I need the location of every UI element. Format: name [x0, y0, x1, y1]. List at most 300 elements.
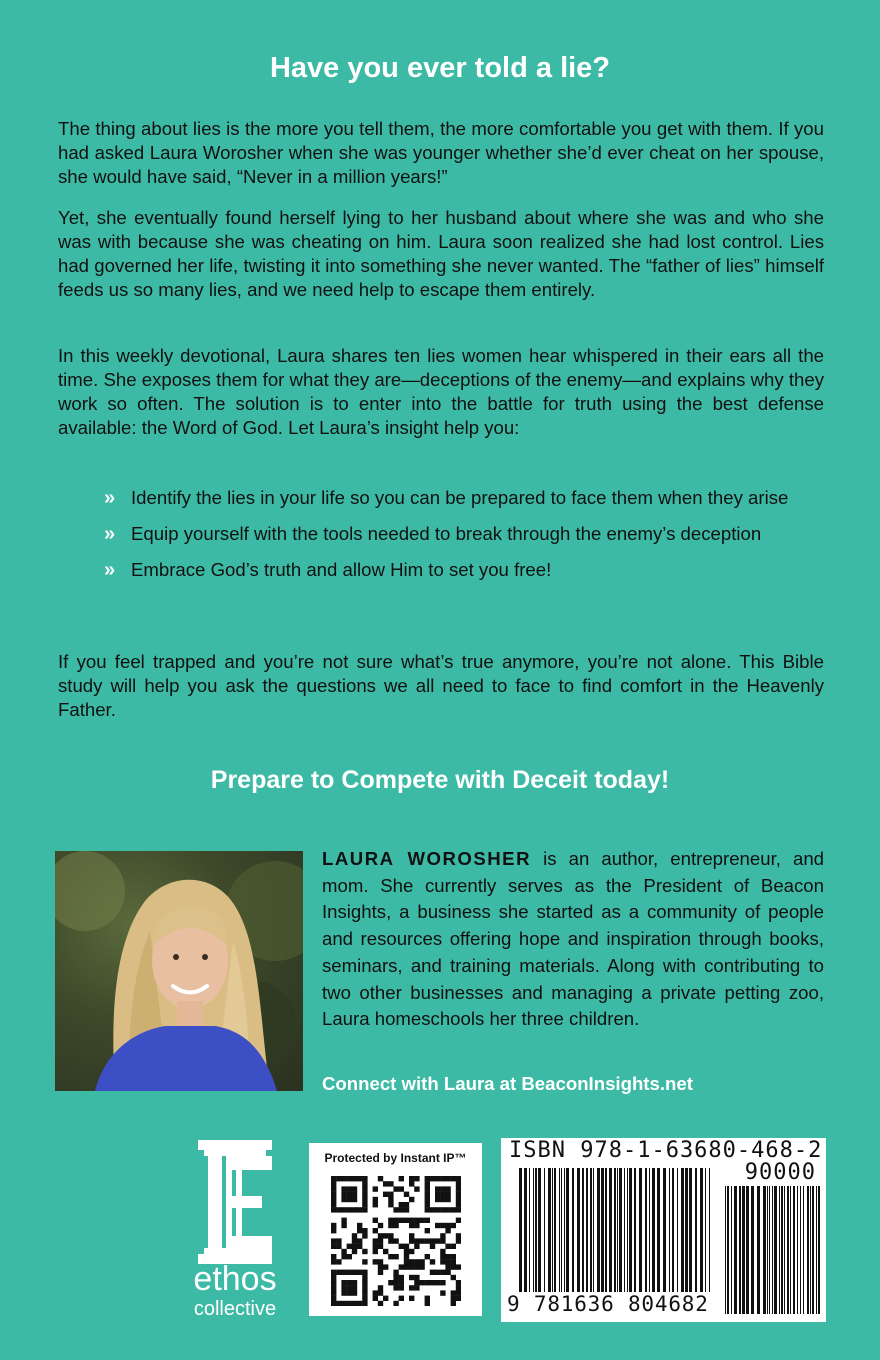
qr-module [393, 1270, 398, 1275]
qr-module [419, 1264, 424, 1269]
qr-module [331, 1176, 336, 1181]
qr-module [347, 1244, 352, 1249]
barcode-bar [561, 1168, 562, 1308]
qr-module [399, 1176, 404, 1181]
qr-module [331, 1280, 336, 1285]
qr-module [425, 1207, 430, 1212]
qr-module [331, 1207, 336, 1212]
qr-module [388, 1192, 393, 1197]
barcode-bar [519, 1168, 522, 1308]
barcode-bar [538, 1168, 541, 1308]
qr-module [388, 1181, 393, 1186]
barcode-bar [535, 1168, 537, 1308]
qr-module [331, 1192, 336, 1197]
barcode-bar [663, 1168, 666, 1308]
barcode-bar [816, 1186, 817, 1314]
qr-module [357, 1223, 362, 1228]
qr-module [430, 1280, 435, 1285]
qr-module [347, 1301, 352, 1306]
qr-module [451, 1264, 456, 1269]
qr-module [357, 1270, 362, 1275]
barcode-bar [634, 1168, 636, 1308]
qr-module [445, 1254, 450, 1259]
list-item [104, 522, 824, 546]
qr-module [399, 1202, 404, 1207]
qr-module [362, 1296, 367, 1301]
qr-module [435, 1223, 440, 1228]
qr-module [409, 1176, 414, 1181]
qr-module [445, 1259, 450, 1264]
qr-module [331, 1223, 336, 1228]
qr-module [378, 1244, 383, 1249]
qr-module [341, 1197, 346, 1202]
barcode-bar [731, 1186, 732, 1314]
barcode-bar [627, 1168, 628, 1308]
qr-module [388, 1233, 393, 1238]
publisher-name: ethos [193, 1260, 277, 1298]
qr-module [409, 1296, 414, 1301]
qr-module [331, 1202, 336, 1207]
barcode-bar [548, 1168, 551, 1308]
qr-module [430, 1207, 435, 1212]
barcode-bar [681, 1168, 684, 1308]
barcode-bar [577, 1168, 580, 1308]
qr-module [362, 1181, 367, 1186]
qr-module [440, 1233, 445, 1238]
closing-paragraph: If you feel trapped and you’re not sure what’s true anymore, you’re not alone. This Bible study will help you ask the questions we all need to face to find comfort in the Heavenly Father. [58, 651, 824, 720]
barcode-bar [739, 1186, 741, 1314]
qr-module [404, 1207, 409, 1212]
qr-module [362, 1275, 367, 1280]
qr-module [414, 1259, 419, 1264]
qr-module [414, 1264, 419, 1269]
qr-module [393, 1275, 398, 1280]
qr-module [362, 1192, 367, 1197]
barcode-bar [629, 1168, 632, 1308]
author-website: Connect with Laura at BeaconInsights.net [322, 1073, 693, 1094]
qr-module [341, 1192, 346, 1197]
publisher-subname: collective [193, 1298, 277, 1320]
qr-module [399, 1207, 404, 1212]
barcode-bar [793, 1186, 795, 1314]
barcode-bar [617, 1168, 618, 1308]
barcode-bar [746, 1186, 749, 1314]
barcode-bar [554, 1168, 556, 1308]
qr-module [414, 1285, 419, 1290]
price-code: 90000 [744, 1160, 816, 1185]
qr-module [451, 1290, 456, 1295]
qr-module [404, 1192, 409, 1197]
barcode-bar [769, 1186, 770, 1314]
qr-module [451, 1301, 456, 1306]
qr-module [409, 1218, 414, 1223]
qr-module [341, 1186, 346, 1191]
qr-module [430, 1259, 435, 1264]
qr-module [456, 1280, 461, 1285]
qr-module [378, 1264, 383, 1269]
qr-module [352, 1207, 357, 1212]
qr-module [362, 1207, 367, 1212]
qr-module [419, 1238, 424, 1243]
qr-module [373, 1244, 378, 1249]
qr-module [430, 1238, 435, 1243]
barcode-bar [709, 1168, 710, 1308]
qr-module [409, 1285, 414, 1290]
qr-module [393, 1186, 398, 1191]
qr-module [336, 1270, 341, 1275]
barcode-bar [818, 1186, 820, 1314]
qr-module [347, 1197, 352, 1202]
qr-module [341, 1249, 346, 1254]
author-bio-text: is an author, entrepreneur, and mom. She currently serves as the President of Beacon Insights, a business she started as a community of people and resources offering hope and inspiration through books, seminars, and training materials. Along with contributing to two other businesses and managing a private petting zoo, Laura homeschools her three children. [322, 848, 825, 1030]
qr-module [388, 1280, 393, 1285]
qr-module [362, 1197, 367, 1202]
call-to-action: Prepare to Compete with Deceit today! [210, 766, 670, 794]
qr-module [414, 1280, 419, 1285]
qr-module [425, 1254, 430, 1259]
qr-module [414, 1186, 419, 1191]
qr-module [399, 1275, 404, 1280]
qr-module [388, 1254, 393, 1259]
qr-module [336, 1301, 341, 1306]
qr-module [430, 1176, 435, 1181]
qr-module [425, 1296, 430, 1301]
barcode-bar [790, 1186, 791, 1314]
description-paragraph-2: Yet, she eventually found herself lying to her husband about where she was and who she was with because she was cheating on him. Laura soon realized she had lost control. Lies had governed her life, twisting it into something she never wanted. The “father of lies” himself feeds us so many lies, and we need help to escape them entirely. [58, 207, 824, 300]
qr-module [440, 1207, 445, 1212]
qr-module [440, 1290, 445, 1295]
qr-module [347, 1207, 352, 1212]
author-bio [322, 846, 824, 1033]
qr-module [362, 1290, 367, 1295]
qr-module [445, 1228, 450, 1233]
qr-module [404, 1264, 409, 1269]
qr-module [383, 1192, 388, 1197]
barcode-bar [725, 1186, 726, 1314]
qr-module [352, 1192, 357, 1197]
qr-module [456, 1202, 461, 1207]
qr-module [456, 1218, 461, 1223]
barcode-bar [566, 1168, 569, 1308]
barcode-bar [734, 1186, 737, 1314]
qr-module [357, 1301, 362, 1306]
barcode-bar [645, 1168, 647, 1308]
qr-module [373, 1218, 378, 1223]
qr-module [456, 1207, 461, 1212]
qr-module [393, 1238, 398, 1243]
qr-module [331, 1290, 336, 1295]
barcode-bar [677, 1168, 678, 1308]
barcode-bar [524, 1168, 527, 1308]
qr-module [388, 1197, 393, 1202]
qr-module [341, 1270, 346, 1275]
qr-module [440, 1280, 445, 1285]
qr-module [440, 1176, 445, 1181]
qr-module [378, 1259, 383, 1264]
qr-module [362, 1233, 367, 1238]
qr-module [331, 1285, 336, 1290]
list-item [104, 486, 824, 510]
qr-module [425, 1238, 430, 1243]
barcode-bar [672, 1168, 674, 1308]
qr-module [341, 1176, 346, 1181]
barcode-bar [649, 1168, 650, 1308]
isbn-number: ISBN 978-1-63680-468-2 [509, 1138, 823, 1163]
qr-module [430, 1244, 435, 1249]
qr-module [425, 1228, 430, 1233]
qr-module [445, 1197, 450, 1202]
qr-module [399, 1264, 404, 1269]
qr-module [373, 1186, 378, 1191]
qr-module [352, 1249, 357, 1254]
qr-module [414, 1244, 419, 1249]
qr-module [445, 1244, 450, 1249]
qr-module [362, 1270, 367, 1275]
qr-module [435, 1270, 440, 1275]
barcode-bar [812, 1186, 814, 1314]
barcode-bar [774, 1186, 777, 1314]
double-chevron-right-icon: » [104, 487, 116, 509]
qr-module [393, 1280, 398, 1285]
qr-module [409, 1223, 414, 1228]
list-item-text: Equip yourself with the tools needed to break through the enemy’s deception [131, 523, 762, 544]
qr-module [336, 1259, 341, 1264]
qr-module [352, 1301, 357, 1306]
barcode-bar [529, 1168, 530, 1308]
barcode-bar [669, 1168, 670, 1308]
benefit-list [104, 486, 824, 594]
qr-module [393, 1285, 398, 1290]
qr-module [456, 1197, 461, 1202]
barcode-bar [597, 1168, 600, 1308]
qr-module [445, 1223, 450, 1228]
qr-module [383, 1264, 388, 1269]
qr-module [435, 1197, 440, 1202]
qr-module [425, 1186, 430, 1191]
qr-module [445, 1264, 450, 1269]
barcode-bar [582, 1168, 584, 1308]
qr-module [347, 1254, 352, 1259]
qr-module [373, 1290, 378, 1295]
qr-module [456, 1181, 461, 1186]
barcode-bar [803, 1186, 804, 1314]
barcode-bar [533, 1168, 534, 1308]
qr-module [456, 1296, 461, 1301]
qr-module [378, 1176, 383, 1181]
qr-module [404, 1259, 409, 1264]
qr-module [435, 1192, 440, 1197]
qr-module [362, 1186, 367, 1191]
barcode-bar [705, 1168, 706, 1308]
qr-module [357, 1238, 362, 1243]
qr-module [430, 1270, 435, 1275]
barcode-bar [619, 1168, 622, 1308]
qr-module [352, 1233, 357, 1238]
barcode-bar [689, 1168, 692, 1308]
qr-module [341, 1285, 346, 1290]
qr-module [393, 1218, 398, 1223]
barcode-bar [652, 1168, 655, 1308]
qr-module [378, 1238, 383, 1243]
qr-module [445, 1176, 450, 1181]
qr-module [409, 1259, 414, 1264]
qr-module [331, 1296, 336, 1301]
barcode-bar [544, 1168, 545, 1308]
qr-module [456, 1285, 461, 1290]
qr-module [393, 1223, 398, 1228]
qr-module [425, 1218, 430, 1223]
qr-module [409, 1264, 414, 1269]
qr-module [414, 1275, 419, 1280]
barcode-bar [787, 1186, 789, 1314]
qr-module [362, 1301, 367, 1306]
column-e-logo [180, 1140, 290, 1265]
qr-module [399, 1296, 404, 1301]
qr-module [336, 1207, 341, 1212]
qr-module [347, 1176, 352, 1181]
qr-module [440, 1192, 445, 1197]
qr-module [383, 1233, 388, 1238]
qr-module [352, 1176, 357, 1181]
qr-module [383, 1249, 388, 1254]
barcode-bar [685, 1168, 688, 1308]
barcode-bar [609, 1168, 612, 1308]
qr-module [347, 1270, 352, 1275]
qr-module [331, 1301, 336, 1306]
qr-code [331, 1176, 461, 1306]
barcode-bar [639, 1168, 642, 1308]
barcode-bar [572, 1168, 574, 1308]
qr-module [362, 1249, 367, 1254]
barcode-bar [797, 1186, 798, 1314]
qr-module [352, 1244, 357, 1249]
qr-module [399, 1280, 404, 1285]
qr-module [383, 1296, 388, 1301]
qr-module [378, 1301, 383, 1306]
qr-module [357, 1244, 362, 1249]
qr-module [404, 1202, 409, 1207]
qr-module [440, 1197, 445, 1202]
qr-module [393, 1301, 398, 1306]
list-item-text: Identify the lies in your life so you can be prepared to face them when they arise [131, 487, 789, 508]
description-paragraph-3: In this weekly devotional, Laura shares ten lies women hear whispered in their ears all the time. She exposes them for what they are—deceptions of the enemy—and explains why they work so often. The solution is to enter into the battle for truth using the best defense available: the Word of God. Let Laura’s insight help you: [58, 345, 824, 438]
barcode-bar [559, 1168, 560, 1308]
qr-module [456, 1264, 461, 1269]
qr-module [399, 1186, 404, 1191]
qr-module [362, 1202, 367, 1207]
qr-module [425, 1280, 430, 1285]
qr-module [435, 1280, 440, 1285]
qr-module [336, 1238, 341, 1243]
qr-module [451, 1244, 456, 1249]
qr-module [404, 1244, 409, 1249]
qr-module [399, 1218, 404, 1223]
qr-module [445, 1270, 450, 1275]
qr-module [388, 1202, 393, 1207]
qr-module [357, 1207, 362, 1212]
qr-module [445, 1207, 450, 1212]
qr-module [440, 1249, 445, 1254]
qr-module [425, 1176, 430, 1181]
barcode-bar [751, 1186, 754, 1314]
qr-module [352, 1238, 357, 1243]
qr-module [378, 1270, 383, 1275]
page-title: Have you ever told a lie? [269, 52, 611, 84]
qr-module [373, 1238, 378, 1243]
qr-module [440, 1186, 445, 1191]
qr-module [383, 1181, 388, 1186]
qr-module [419, 1218, 424, 1223]
barcode-bar [784, 1186, 785, 1314]
publisher-logo [180, 1140, 290, 1325]
qr-module [357, 1228, 362, 1233]
qr-module [373, 1259, 378, 1264]
qr-module [347, 1290, 352, 1295]
qr-module [451, 1259, 456, 1264]
qr-module [362, 1280, 367, 1285]
qr-module [456, 1233, 461, 1238]
qr-module [409, 1249, 414, 1254]
qr-module [352, 1285, 357, 1290]
qr-module [352, 1290, 357, 1295]
qr-module [409, 1238, 414, 1243]
qr-module [362, 1228, 367, 1233]
qr-module [409, 1181, 414, 1186]
barcode-bar [807, 1186, 809, 1314]
qr-module [388, 1218, 393, 1223]
qr-module [331, 1186, 336, 1191]
author-photo [55, 851, 303, 1091]
qr-module [331, 1275, 336, 1280]
barcode-bar [695, 1168, 697, 1308]
qr-module [404, 1218, 409, 1223]
qr-module [414, 1218, 419, 1223]
qr-module [425, 1202, 430, 1207]
barcode-bar [564, 1168, 565, 1308]
barcode-bar [800, 1186, 801, 1314]
double-chevron-right-icon: » [104, 559, 116, 581]
qr-module [419, 1259, 424, 1264]
barcode-bar [742, 1186, 745, 1314]
qr-module [347, 1192, 352, 1197]
qr-module [352, 1270, 357, 1275]
qr-module [435, 1186, 440, 1191]
qr-module [373, 1249, 378, 1254]
qr-module [331, 1254, 336, 1259]
qr-module [373, 1228, 378, 1233]
qr-module [435, 1207, 440, 1212]
qr-module [456, 1290, 461, 1295]
qr-module [419, 1280, 424, 1285]
qr-module [414, 1176, 419, 1181]
qr-module [341, 1207, 346, 1212]
qr-module [341, 1254, 346, 1259]
qr-code-panel [309, 1143, 482, 1316]
qr-module [425, 1181, 430, 1186]
qr-module [373, 1296, 378, 1301]
qr-module [352, 1280, 357, 1285]
qr-module [414, 1223, 419, 1228]
qr-module [341, 1223, 346, 1228]
qr-label: Protected by Instant IP™ [324, 1151, 467, 1165]
qr-module [404, 1249, 409, 1254]
barcode-bar [657, 1168, 660, 1308]
qr-module [331, 1259, 336, 1264]
list-item [104, 558, 824, 582]
qr-module [378, 1290, 383, 1295]
qr-module [451, 1207, 456, 1212]
qr-module [451, 1223, 456, 1228]
